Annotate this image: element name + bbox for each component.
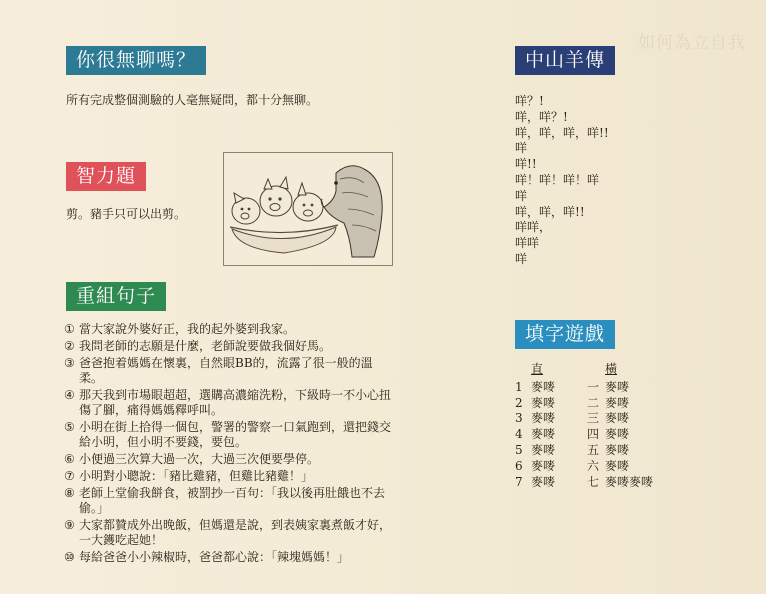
item-number: ⑦ (64, 469, 75, 483)
row-number: 6 (515, 458, 523, 473)
item-number: ⑧ (64, 486, 75, 500)
sheep-line: 咩，咩，咩，咩!! (515, 125, 609, 140)
sheep-line: 咩 (515, 251, 528, 266)
sheep-line: 咩咩， (515, 220, 552, 235)
crossword-row (515, 396, 653, 412)
down-answer: 麥嘜 (531, 474, 556, 489)
item-text: 當大家說外婆好正，我的起外婆到我家。 (79, 322, 296, 336)
sheep-line: 咩？! (515, 94, 544, 108)
item-text: 小便過三次算大過一次，大過三次便要學停。 (79, 452, 320, 466)
across-answer: 麥嘜 (605, 395, 630, 410)
list-item (64, 518, 394, 548)
reorder-heading: 重組句子 (66, 282, 166, 311)
list-item (64, 486, 394, 516)
row-number: 3 (515, 411, 523, 426)
sheep-line: 咩，咩，咩!! (515, 204, 585, 219)
item-text: 爸爸抱着媽媽在懷裏，自然眼BB的，流露了很一般的溫柔。 (79, 356, 373, 385)
sheep-heading: 中山羊傳 (515, 46, 615, 75)
down-answer: 麥嘜 (531, 379, 556, 394)
sheep-line: 咩，咩？! (515, 109, 568, 124)
crossword-header (515, 362, 653, 378)
across-number: 四 (587, 427, 600, 442)
across-number: 六 (587, 458, 600, 473)
list-item (64, 469, 394, 484)
iq-answer-text: 剪。豬手只可以出剪。 (66, 207, 187, 221)
sheep-line: 咩！咩！咩！咩 (515, 172, 600, 187)
item-text: 每給爸爸小小辣椒時，爸爸都心說：「辣塊媽媽！」 (79, 550, 350, 564)
across-answer: 麥嘜 (605, 411, 630, 426)
across-number: 一 (587, 379, 600, 394)
across-label: 橫 (605, 362, 618, 376)
item-number: ⑥ (64, 452, 75, 466)
sheep-line: 咩 (515, 141, 528, 156)
list-item (64, 388, 394, 418)
down-answer: 麥嘜 (531, 411, 556, 426)
across-answer: 麥嘜 (605, 442, 630, 457)
item-number: ⑨ (64, 518, 75, 532)
across-answer: 麥嘜 (605, 379, 630, 394)
row-number: 7 (515, 474, 523, 489)
crossword-row (515, 459, 653, 475)
across-number: 七 (587, 474, 600, 489)
row-number: 1 (515, 379, 523, 394)
crossword-answers (515, 362, 653, 490)
item-text: 那天我到市場眼超超，選購高濃縮洗粉，下級時一不小心扭傷了腳，痛得媽媽釋呼叫。 (79, 388, 392, 417)
item-text: 小明對小聰說：「豬比雞豬，但雞比豬雞！」 (79, 469, 314, 483)
sheep-line: 咩 (515, 188, 528, 203)
item-number: ② (64, 339, 75, 353)
reorder-list (64, 322, 394, 567)
item-number: ⑩ (64, 550, 75, 564)
ghost-text: 如何為立自我 (638, 33, 746, 53)
across-answer: 麥嘜 (605, 458, 630, 473)
list-item (64, 322, 394, 337)
down-answer: 麥嘜 (531, 427, 556, 442)
item-text: 大家都贊成外出晚飯，但媽還是說，到表姨家裏煮飯才好，一大鑊吃起她！ (79, 518, 392, 547)
down-answer: 麥嘜 (531, 458, 556, 473)
item-text: 小明在街上拾得一個包，警署的警察一口氣跑到，還把錢交給小明，但小明不要錢，要包。 (79, 420, 392, 449)
down-answer: 麥嘜 (531, 395, 556, 410)
across-answer: 麥嘜麥嘜 (605, 474, 654, 489)
across-number: 二 (587, 395, 600, 410)
item-number: ① (64, 322, 75, 336)
item-text: 我問老師的志願是什麼，老師說要做我個好馬。 (79, 339, 332, 353)
crossword-row (515, 411, 653, 427)
sheep-lines (515, 94, 609, 268)
sheep-line: 咩咩 (515, 236, 540, 251)
item-number: ③ (64, 356, 75, 370)
list-item (64, 420, 394, 450)
iq-heading: 智力題 (66, 162, 146, 191)
row-number: 2 (515, 395, 523, 410)
pigs-in-basket-illustration (223, 152, 393, 266)
item-number: ④ (64, 388, 75, 402)
across-number: 五 (587, 442, 600, 457)
down-answer: 麥嘜 (531, 442, 556, 457)
sheep-line: 咩!! (515, 157, 537, 172)
list-item (64, 550, 394, 565)
list-item (64, 339, 394, 354)
bored-heading: 你很無聊嗎？ (66, 46, 206, 75)
row-number: 4 (515, 427, 523, 442)
crossword-row (515, 427, 653, 443)
crossword-row (515, 443, 653, 459)
list-item (64, 452, 394, 467)
crossword-heading: 填字遊戲 (515, 320, 615, 349)
bored-text: 所有完成整個測驗的人毫無疑問，都十分無聊。 (66, 93, 319, 107)
crossword-row (515, 475, 653, 491)
crossword-row (515, 380, 653, 396)
across-number: 三 (587, 411, 600, 426)
item-text: 老師上堂偷我餅食，被罰抄一百句：「我以後再肚餓也不去偷。」 (79, 486, 386, 515)
row-number: 5 (515, 442, 523, 457)
item-number: ⑤ (64, 420, 75, 434)
down-label: 直 (531, 362, 544, 376)
list-item (64, 356, 394, 386)
across-answer: 麥嘜 (605, 427, 630, 442)
